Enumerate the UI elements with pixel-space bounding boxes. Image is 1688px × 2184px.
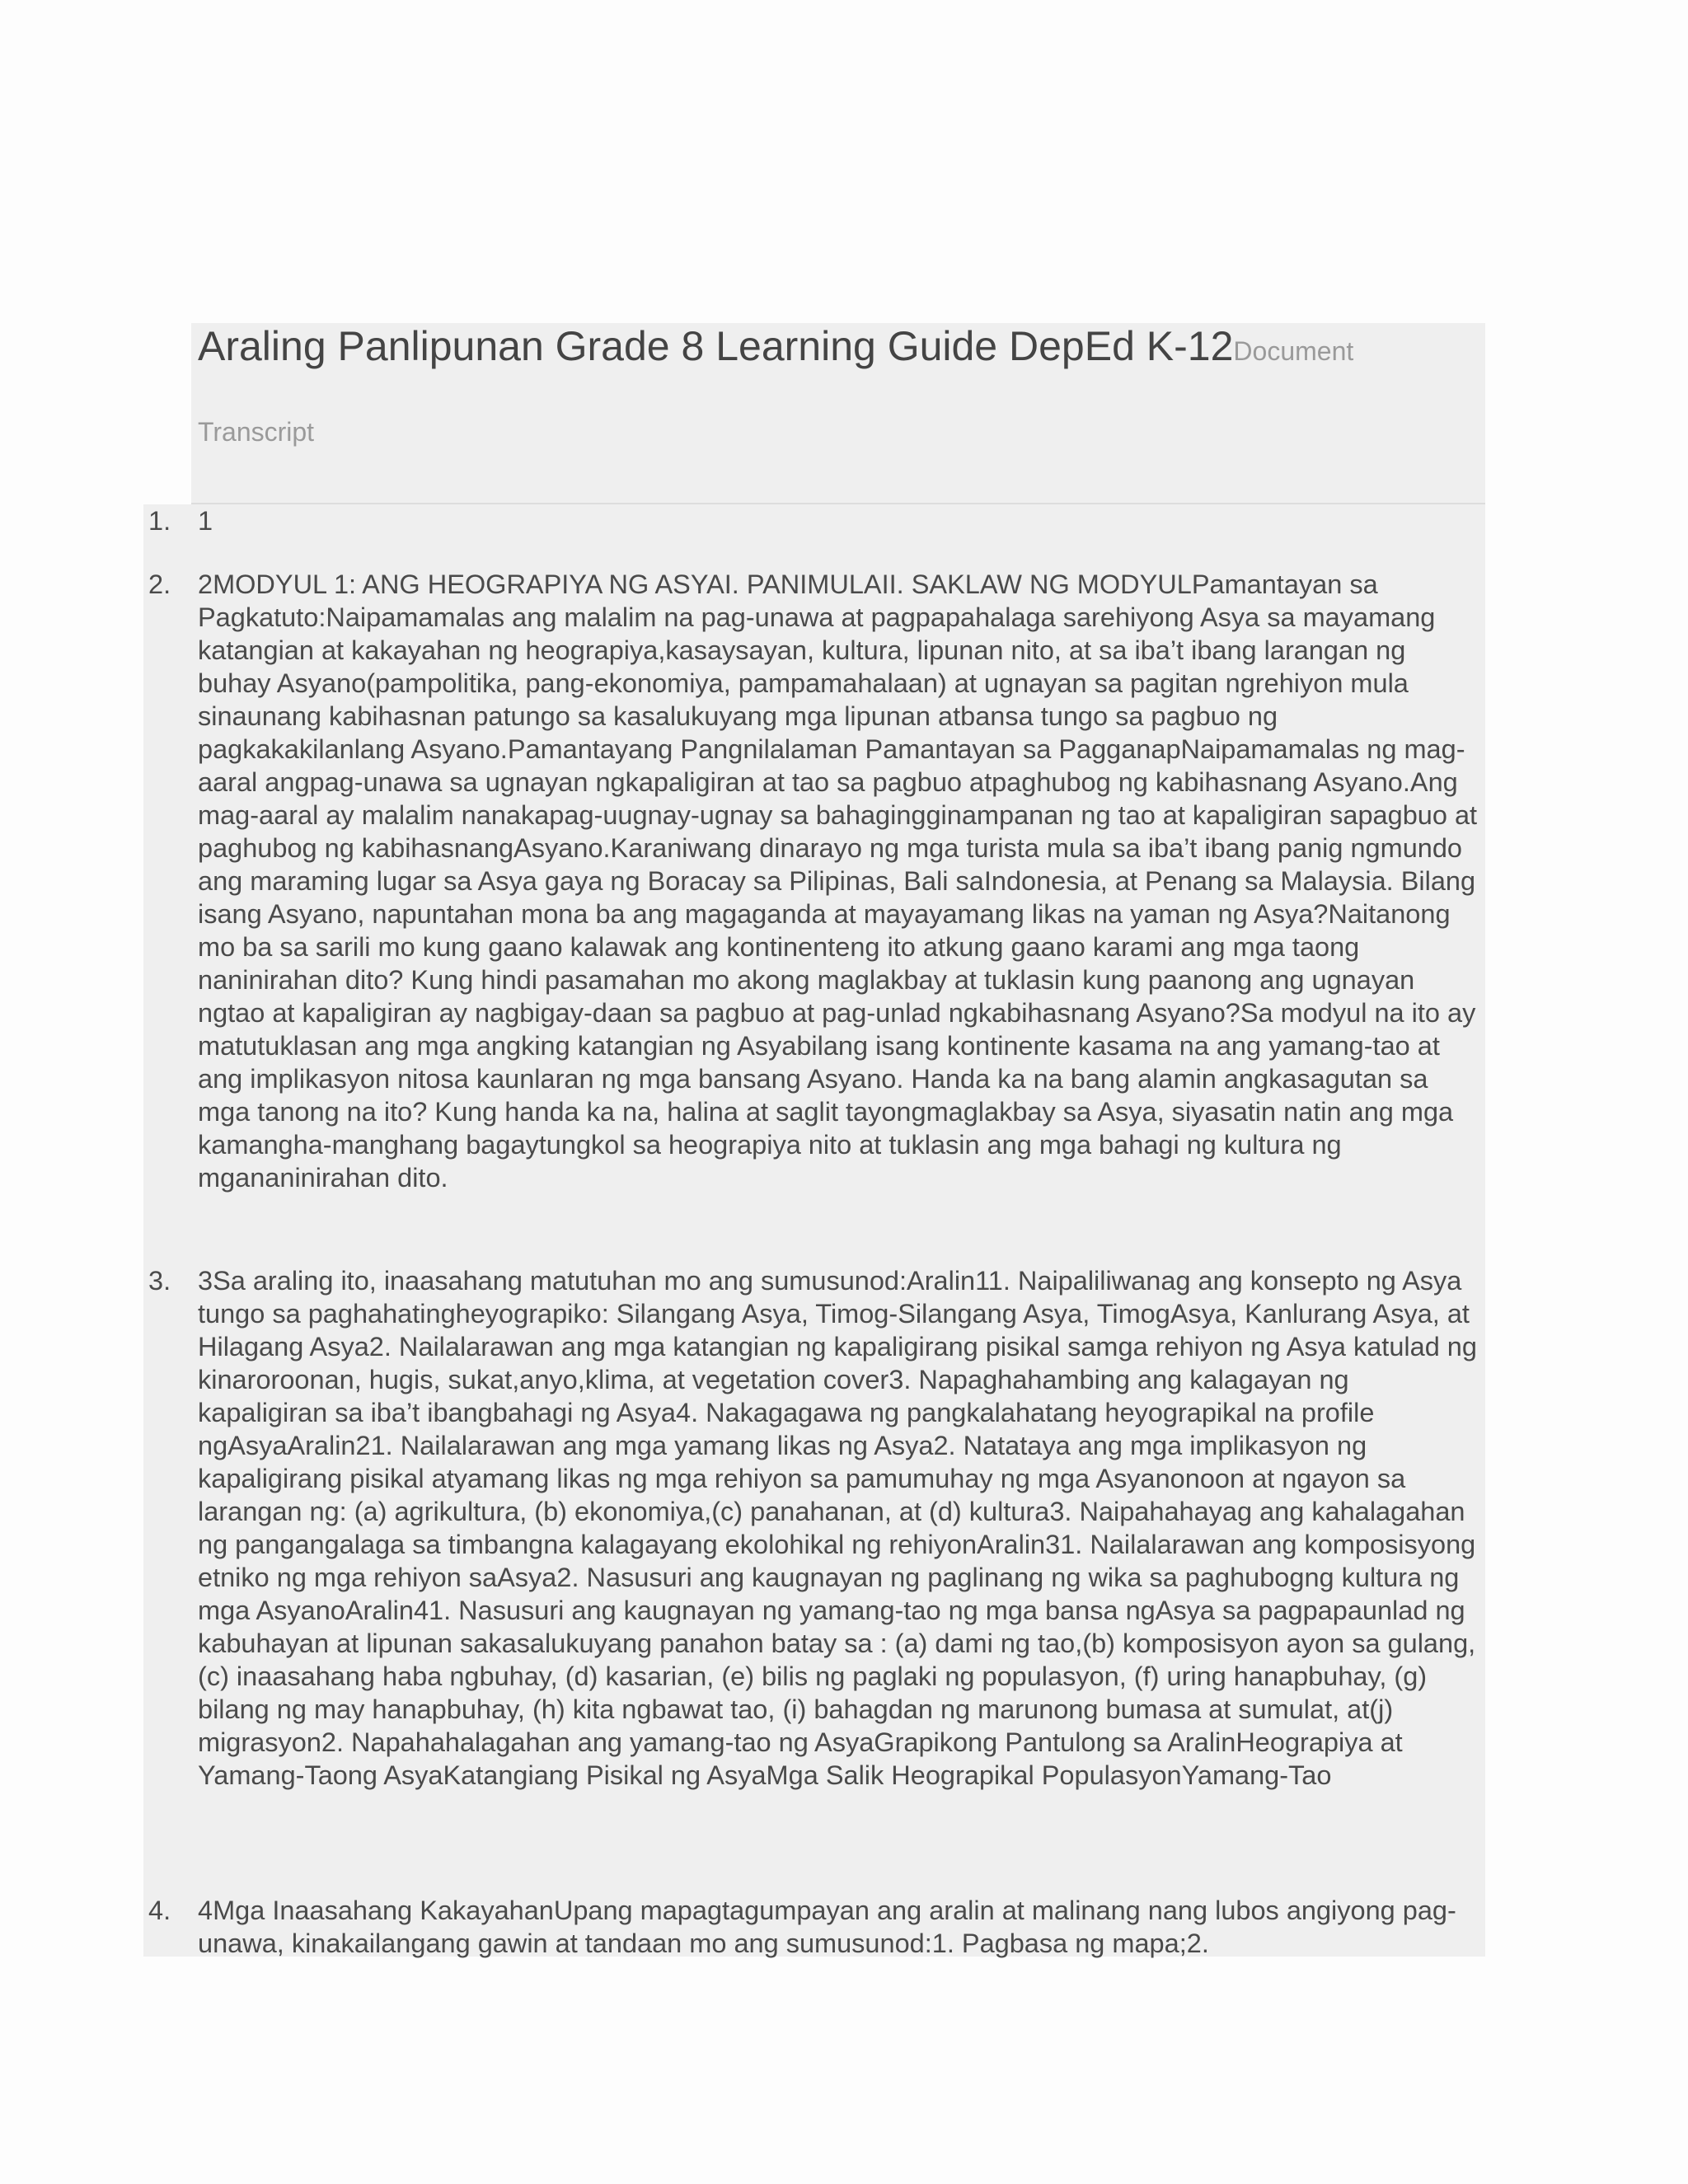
transcript-label: Transcript [198, 417, 315, 447]
list-item-text: 3Sa araling ito, inaasahang matutuhan mo ang sumusunod:Aralin11. Naipaliliwanag ang konsepto ng Asya tungo sa paghahatingheyograpiko: Silangang Asya, Timog-Silangang Asya, TimogAsya, Kanlurang Asya, at Hilagang Asya2. Nailalarawan ang mga katangian ng kapaligirang pisikal samga rehiyon ng Asya katulad ng kinaroroonan, hugis, sukat,anyo,klima, at vegetation cover3. Napaghahambing ang kalagayan ng kapaligiran sa iba’t ibangbahagi ng Asya4. Nakagagawa ng pangkalahatang heyograpikal na profile ngAsyaAralin21. Nailalarawan ang mga yamang likas ng Asya2. Natataya ang mga implikasyon ng kapaligirang pisikal atyamang likas ng mga rehiyon sa pamumuhay ng mga Asyanonoon at ngayon sa larangan ng: (a) agrikultura, (b) ekonomiya,(c) panahanan, at (d) kultura3. Naipahahayag ang kahalagahan ng pangangalaga sa timbangna kalagayang ekolohikal ng rehiyonAralin31. Nailalarawan ang komposisyong etniko ng mga rehiyon saAsya2. Nasusuri ang kaugnayan ng paglinang ng wika sa paghubogng kultura ng mga AsyanoAralin41. Nasusuri ang kaugnayan ng yamang-tao ng mga bansa ngAsya sa pagpapaunlad ng kabuhayan at lipunan sakasalukuyang panahon batay sa : (a) dami ng tao,(b) komposisyon ayon sa gulang, (c) inaasahang haba ngbuhay, (d) kasarian, (e) bilis ng paglaki ng populasyon, (f) uring hanapbuhay, (g) bilang ng may hanapbuhay, (h) kita ngbawat tao, (i) bahagdan ng marunong bumasa at sumulat, at(j) migrasyon2. Napahahalagahan ang yamang-tao ng AsyaGrapikong Pantulong sa AralinHeograpiya at Yamang-Taong AsyaKatangiang Pisikal ng AsyaMga Salik Heograpikal PopulasyonYamang-Tao [198, 1266, 1477, 1790]
list-item-number: 2. [148, 569, 171, 599]
document-label: Document [1233, 336, 1354, 366]
list-item-number: 3. [148, 1266, 171, 1296]
list-item-text: 1 [198, 506, 213, 536]
title-line [198, 323, 1353, 380]
list-item-text: 2MODYUL 1: ANG HEOGRAPIYA NG ASYAI. PANIMULAII. SAKLAW NG MODYULPamantayan sa Pagkatuto:Naipamamalas ang malalim na pag-unawa at pagpapahalaga sarehiyong Asya sa mayamang katangian at kakayahan ng heograpiya,kasaysayan, kultura, lipunan nito, at sa iba’t ibang larangan ng buhay Asyano(pampolitika, pang-ekonomiya, pampamahalaan) at ugnayan sa pagitan ngrehiyon mula sinaunang kabihasnan patungo sa kasalukuyang mga lipunan atbansa tungo sa pagbuo ng pagkakakilanlang Asyano.Pamantayang Pangnilalaman Pamantayan sa PagganapNaipamamalas ng mag-aaral angpag-unawa sa ugnayan ngkapaligiran at tao sa pagbuo atpaghubog ng kabihasnang Asyano.Ang mag-aaral ay malalim nanakapag-uugnay-ugnay sa bahagingginampanan ng tao at kapaligiran sapagbuo at paghubog ng kabihasnangAsyano.Karaniwang dinarayo ng mga turista mula sa iba’t ibang panig ngmundo ang maraming lugar sa Asya gaya ng Boracay sa Pilipinas, Bali saIndonesia, at Penang sa Malaysia. Bilang isang Asyano, napuntahan mona ba ang magaganda at mayayamang likas na yaman ng Asya?Naitanong mo ba sa sarili mo kung gaano kalawak ang kontinenteng ito atkung gaano karami ang mga taong naninirahan dito? Kung hindi pasamahan mo akong maglakbay at tuklasin kung paanong ang ugnayan ngtao at kapaligiran ay nagbigay-daan sa pagbuo at pag-unlad ngkabihasnang Asyano?Sa modyul na ito ay matutuklasan ang mga angking katangian ng Asyabilang isang kontinente kasama na ang yamang-tao at ang implikasyon nitosa kaunlaran ng mga bansang Asyano. Handa ka na bang alamin angkasagutan sa mga tanong na ito? Kung handa ka na, halina at saglit tayongmaglakbay sa Asya, siyasatin natin ang mga kamangha-manghang bagaytungkol sa heograpiya nito at tuklasin ang mga bahagi ng kultura ng mgananinirahan dito. [198, 569, 1478, 1193]
list-item-number: 1. [148, 506, 171, 536]
document-header [191, 323, 1485, 504]
transcript-list [143, 504, 1485, 1957]
document-title: Araling Panlipunan Grade 8 Learning Guide DepEd K-12 [198, 323, 1234, 369]
list-item-text: 4Mga Inaasahang KakayahanUpang mapagtagumpayan ang aralin at malinang nang lubos angiyong pag-unawa, kinakailangang gawin at tandaan mo ang sumusunod:1. Pagbasa ng mapa;2. [198, 1896, 1456, 1958]
list-item-number: 4. [148, 1896, 171, 1925]
